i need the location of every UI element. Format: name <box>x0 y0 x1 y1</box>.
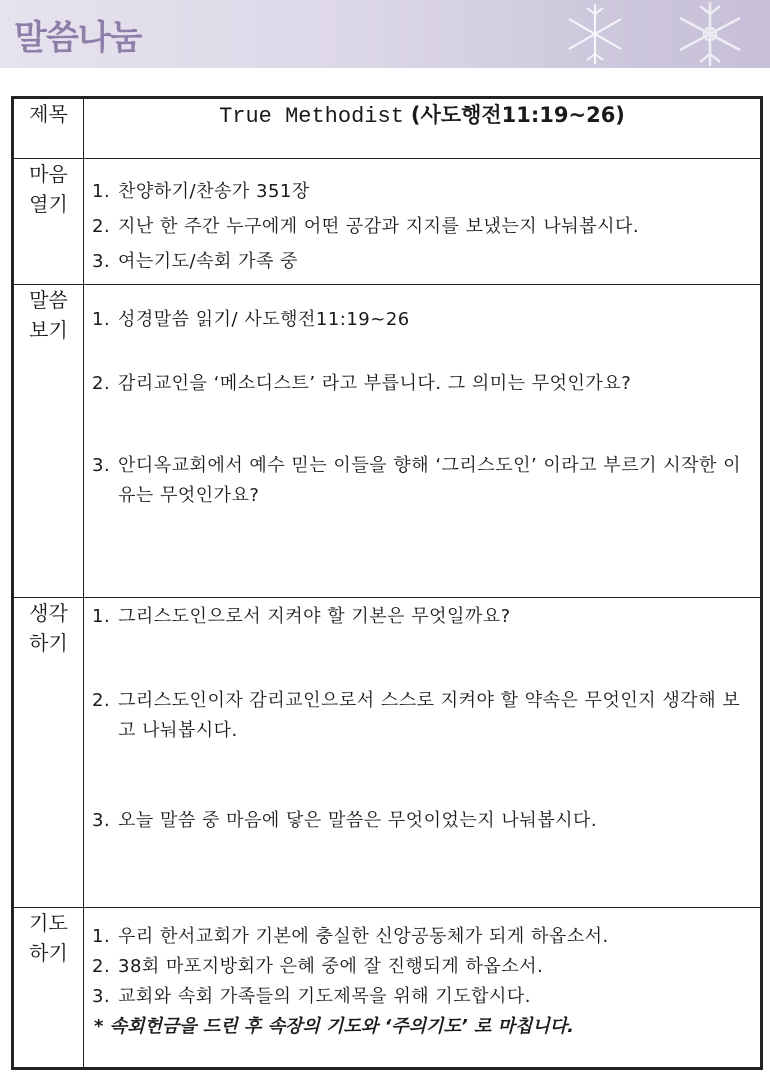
section-row-reflection <box>14 598 761 908</box>
list-item <box>84 806 760 836</box>
closing-instruction: * 속회헌금을 드린 후 속장의 기도와 ‘주의기도’ 로 마칩니다. <box>94 1016 574 1037</box>
item-number: 2. <box>92 690 111 711</box>
label-line: 마음 <box>29 162 68 186</box>
section-content-reflection <box>84 598 761 908</box>
item-number: 3. <box>92 455 111 476</box>
bible-study-worksheet <box>11 96 763 1070</box>
section-content-opening <box>84 159 761 285</box>
section-content-reading <box>84 285 761 598</box>
list-item <box>84 952 760 982</box>
item-text: 오늘 말씀 중 마음에 닿은 말씀은 무엇이었는지 나눠봅시다. <box>118 810 598 831</box>
item-number: 3. <box>92 251 111 272</box>
item-number: 1. <box>92 926 111 947</box>
list-item <box>84 247 760 277</box>
lesson-title-scripture: (사도행전11:19~26) <box>410 103 625 127</box>
list-item <box>84 686 760 746</box>
item-text: 여는기도/속회 가족 중 <box>118 251 298 272</box>
section-label-reading <box>14 285 84 598</box>
lesson-title-english: True Methodist <box>219 104 404 129</box>
snowflake-decoration-icon <box>650 0 770 68</box>
item-text: 성경말씀 읽기/ 사도행전11:19~26 <box>118 309 410 330</box>
item-number: 1. <box>92 606 111 627</box>
list-item <box>84 982 760 1012</box>
label-line: 보기 <box>29 318 68 342</box>
section-row-reading <box>14 285 761 598</box>
item-number: 2. <box>92 956 111 977</box>
label-line: 하기 <box>29 631 68 655</box>
item-text: 그리스도인이자 감리교인으로서 스스로 지켜야 할 약속은 무엇인지 생각해 보고 나눠봅시다. <box>118 690 741 741</box>
lesson-title <box>84 99 761 159</box>
item-text: 교회와 속회 가족들의 기도제목을 위해 기도합시다. <box>118 986 531 1007</box>
section-content-prayer <box>84 908 761 1068</box>
section-row-opening <box>14 159 761 285</box>
title-row <box>14 99 761 159</box>
section-title: 말씀나눔 <box>14 18 142 58</box>
list-item <box>84 602 760 632</box>
section-label-opening <box>14 159 84 285</box>
list-item <box>84 177 760 207</box>
item-text: 38회 마포지방회가 은혜 중에 잘 진행되게 하옵소서. <box>118 956 544 977</box>
list-item <box>84 922 760 952</box>
list-item <box>84 212 760 242</box>
label-line: 생각 <box>29 601 68 625</box>
item-text: 안디옥교회에서 예수 믿는 이들을 향해 ‘그리스도인’ 이라고 부르기 시작한 이유는 무엇인가요? <box>118 455 741 506</box>
list-item <box>84 369 760 399</box>
snowflake-decoration-icon <box>540 0 650 68</box>
label-line: 하기 <box>29 941 68 965</box>
item-number: 3. <box>92 986 111 1007</box>
item-text: 우리 한서교회가 기본에 충실한 신앙공동체가 되게 하옵소서. <box>118 926 609 947</box>
list-item <box>84 305 760 335</box>
label-line: 말씀 <box>29 288 68 312</box>
section-label-prayer <box>14 908 84 1068</box>
item-text: 찬양하기/찬송가 351장 <box>118 181 310 202</box>
section-label-reflection <box>14 598 84 908</box>
title-label: 제목 <box>14 99 84 159</box>
item-text: 그리스도인으로서 지켜야 할 기본은 무엇일까요? <box>118 606 511 627</box>
item-number: 2. <box>92 216 111 237</box>
label-line: 기도 <box>29 911 68 935</box>
section-row-prayer <box>14 908 761 1068</box>
worksheet-table <box>13 98 761 1068</box>
header-banner <box>0 0 770 68</box>
label-line: 열기 <box>29 192 68 216</box>
list-item <box>84 451 760 511</box>
item-number: 3. <box>92 810 111 831</box>
item-number: 1. <box>92 309 111 330</box>
item-text: 지난 한 주간 누구에게 어떤 공감과 지지를 보냈는지 나눠봅시다. <box>118 216 640 237</box>
item-number: 2. <box>92 373 111 394</box>
item-text: 감리교인을 ‘메소디스트’ 라고 부릅니다. 그 의미는 무엇인가요? <box>118 373 632 394</box>
item-number: 1. <box>92 181 111 202</box>
